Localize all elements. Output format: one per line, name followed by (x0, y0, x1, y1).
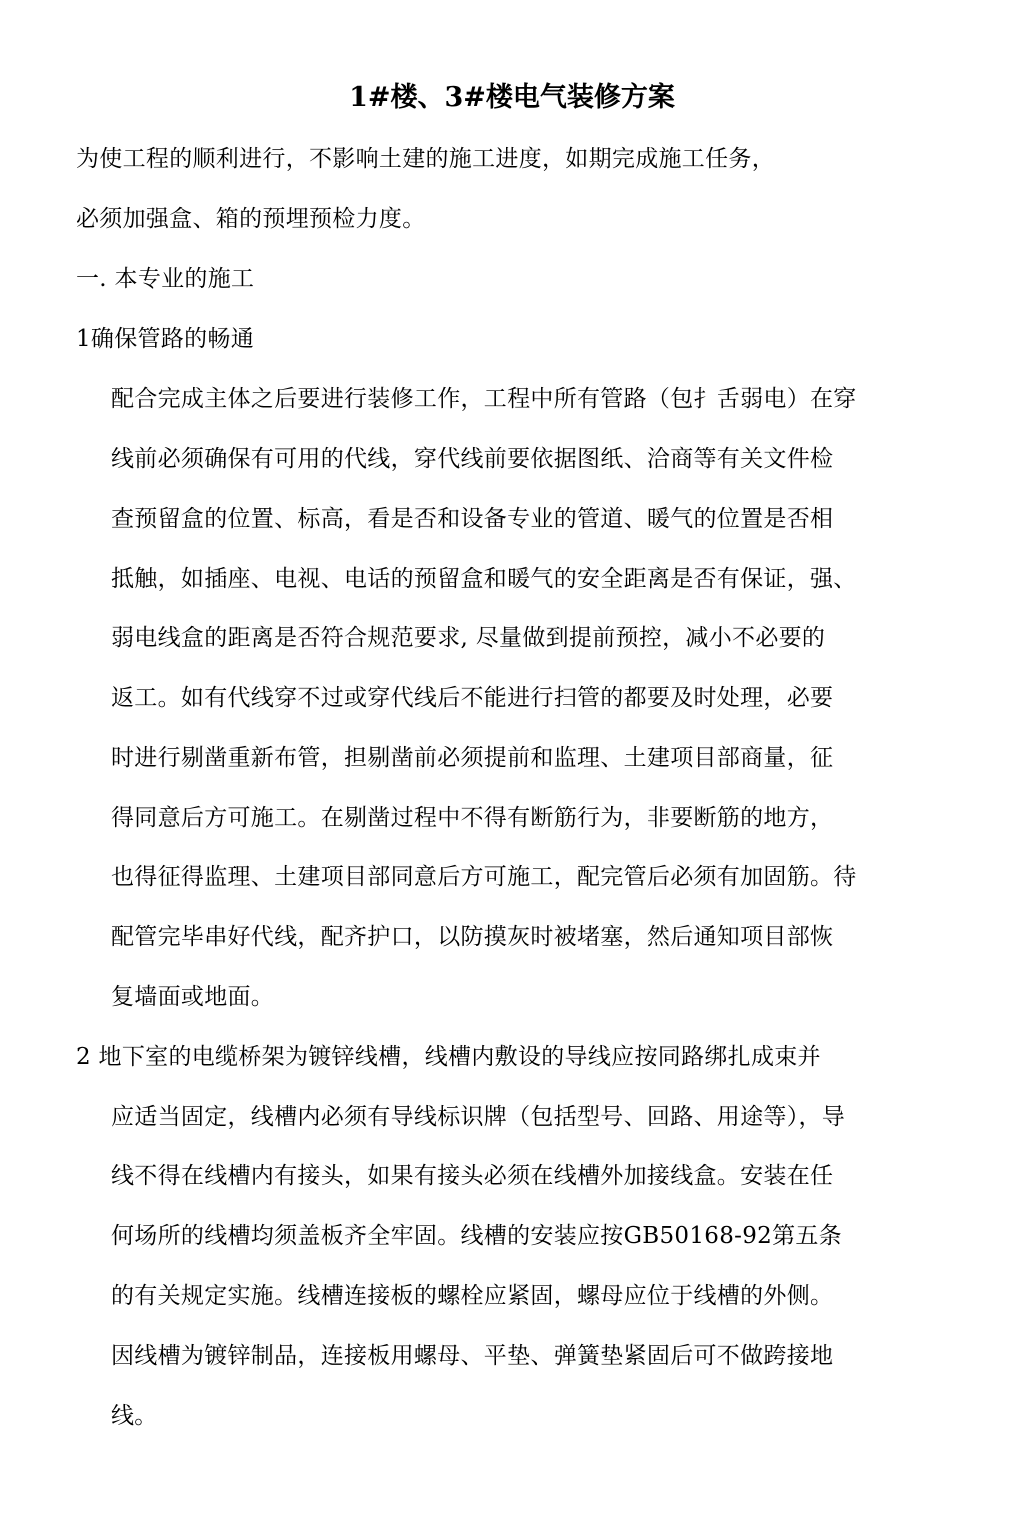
paragraph-1-line-1: 配合完成主体之后要进行装修工作，工程中所有管路（包扌舌弱电）在穿 (111, 386, 857, 412)
paragraph-2-line-2: 应适当固定，线槽内必须有导线标识牌（包括型号、回路、用途等），导 (111, 1104, 846, 1130)
document-title: 1#楼、3#楼电气装修方案 (349, 82, 675, 113)
paragraph-2-line-6: 因线槽为镀锌制品，连接板用螺母、平垫、弹簧垫紧固后可不做跨接地 (111, 1343, 834, 1369)
paragraph-2-line-5: 的有关规定实施。线槽连接板的螺栓应紧固，螺母应位于线槽的外侧。 (111, 1283, 834, 1309)
intro-line-2: 必须加强盒、箱的预埋预检力度。 (76, 206, 426, 232)
paragraph-2-line-7: 线。 (111, 1403, 158, 1429)
paragraph-1-line-4: 抵触，如插座、电视、电话的预留盒和暖气的安全距离是否有保证，强、 (111, 566, 857, 592)
paragraph-2-line-4: 何场所的线槽均须盖板齐全牢固。线槽的安装应按GB50168-92第五条 (111, 1223, 842, 1249)
paragraph-1-line-10: 配管完毕串好代线，配齐护口，以防摸灰时被堵塞，然后通知项目部恢 (111, 924, 834, 950)
paragraph-1-line-5: 弱电线盒的距离是否符合规范要求, 尽量做到提前预控，减小不必要的 (111, 625, 826, 651)
paragraph-1-line-11: 复墙面或地面。 (111, 984, 275, 1010)
paragraph-1-line-9: 也得征得监理、土建项目部同意后方可施工，配完管后必须有加固筋。待 (111, 864, 857, 890)
intro-line-1: 为使工程的顺利进行，不影响土建的施工进度，如期完成施工任务， (76, 146, 775, 172)
paragraph-1-line-7: 时进行剔凿重新布管，担剔凿前必须提前和监理、土建项目部商量，征 (111, 745, 834, 771)
paragraph-2-line-1: 2 地下室的电缆桥架为镀锌线槽，线槽内敷设的导线应按同路绑扎成束并 (76, 1044, 821, 1070)
section-heading: 一. 本专业的施工 (76, 266, 255, 292)
subsection-heading-1: 1确保管路的畅通 (76, 326, 255, 352)
paragraph-1-line-8: 得同意后方可施工。在剔凿过程中不得有断筋行为，非要断筋的地方， (111, 805, 834, 831)
paragraph-1-line-2: 线前必须确保有可用的代线，穿代线前要依据图纸、洽商等有关文件检 (111, 446, 834, 472)
paragraph-2-line-3: 线不得在线槽内有接头，如果有接头必须在线槽外加接线盒。安装在任 (111, 1163, 834, 1189)
paragraph-1-line-6: 返工。如有代线穿不过或穿代线后不能进行扫管的都要及时处理，必要 (111, 685, 834, 711)
paragraph-1-line-3: 查预留盒的位置、标高，看是否和设备专业的管道、暖气的位置是否相 (111, 506, 834, 532)
